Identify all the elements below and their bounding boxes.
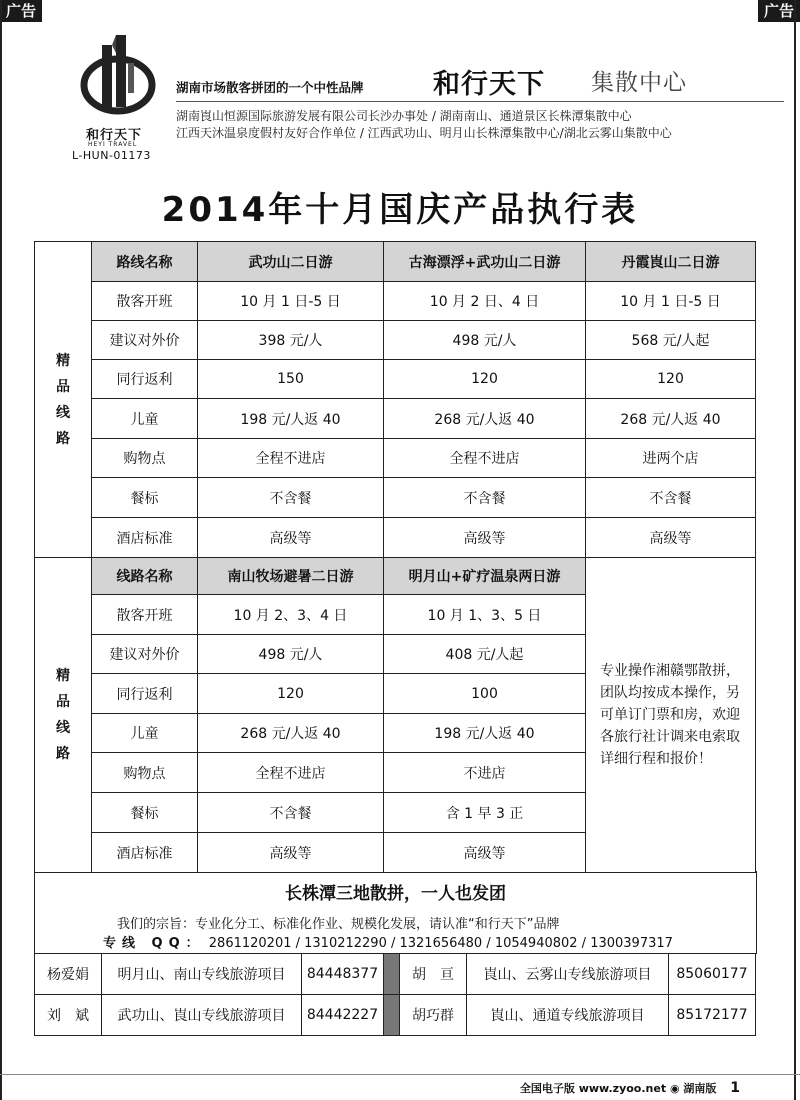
footer-box (34, 871, 757, 954)
table-cell: 高级等 (198, 833, 384, 873)
table-cell: 408 元/人起 (384, 635, 586, 674)
table-cell: 不含餐 (586, 478, 756, 518)
table-cell: 含 1 早 3 正 (384, 793, 586, 833)
row-label: 餐标 (92, 793, 198, 833)
table-cell: 高级等 (384, 518, 586, 558)
section-side-label: 精 品 线 路 (35, 558, 92, 873)
table-cell: 不含餐 (198, 793, 384, 833)
table-row (35, 478, 756, 518)
section-side-label: 精 品 线 路 (35, 242, 92, 558)
table-cell: 120 (198, 674, 384, 714)
row-label: 儿童 (92, 714, 198, 753)
table-row (35, 321, 756, 360)
table-cell: 10 月 2 日、4 日 (384, 282, 586, 321)
table-cell: 150 (198, 360, 384, 399)
table-cell: 高级等 (384, 833, 586, 873)
table-cell: 不含餐 (384, 478, 586, 518)
row-label: 儿童 (92, 399, 198, 439)
table-cell: 198 元/人返 40 (384, 714, 586, 753)
contact-phone: 84442227 (302, 995, 384, 1036)
logo-english: HEYI TRAVEL (88, 141, 138, 148)
table-row (35, 558, 756, 595)
row-label: 购物点 (92, 439, 198, 478)
table-cell: 120 (586, 360, 756, 399)
row-label: 建议对外价 (92, 635, 198, 674)
partners-line-2: 江西天沐温泉度假村友好合作单位 / 江西武功山、明月山长株潭集散中心/湖北云雾山集散中心 (176, 126, 672, 140)
qq-label: 专线 QQ： (103, 936, 205, 951)
contact-divider (384, 995, 400, 1036)
table-cell: 高级等 (198, 518, 384, 558)
table-cell: 120 (384, 360, 586, 399)
table-cell: 498 元/人 (384, 321, 586, 360)
row-label: 购物点 (92, 753, 198, 793)
contact-phone: 85172177 (669, 995, 756, 1036)
contact-phone: 85060177 (669, 954, 756, 995)
company-purpose: 我们的宗旨：专业化分工、标准化作业、规模化发展，请认准“和行天下”品牌 (117, 917, 560, 932)
page-footer (520, 1080, 740, 1096)
table-cell: 10 月 1 日-5 日 (198, 282, 384, 321)
table-cell: 全程不进店 (198, 753, 384, 793)
source-site: 全国电子版 www.zyoo.net (519, 1082, 667, 1095)
left-border (0, 0, 2, 1100)
route-name: 古海漂浮+武功山二日游 (384, 242, 586, 282)
table-cell: 10 月 1、3、5 日 (384, 595, 586, 635)
bottom-divider (0, 1074, 800, 1075)
row-label: 酒店标准 (92, 518, 198, 558)
header-divider (176, 101, 784, 102)
contact-name: 杨爱娟 (35, 954, 102, 995)
table-cell: 398 元/人 (198, 321, 384, 360)
table-row (35, 242, 756, 282)
contact-phone: 84448377 (302, 954, 384, 995)
page-title: 2014年十月国庆产品执行表 (161, 190, 639, 230)
ad-label-right: 广告 (758, 0, 800, 22)
contact-project: 武功山、崀山专线旅游项目 (102, 995, 302, 1036)
company-logo-icon (78, 33, 158, 123)
header-cell: 路线名称 (92, 242, 198, 282)
table-cell: 进两个店 (586, 439, 756, 478)
table-cell: 不含餐 (198, 478, 384, 518)
route-name: 武功山二日游 (198, 242, 384, 282)
row-label: 同行返利 (92, 674, 198, 714)
ad-label-left: 广告 (0, 0, 42, 22)
route-name: 明月山+矿疗温泉两日游 (384, 558, 586, 595)
table-cell: 268 元/人返 40 (384, 399, 586, 439)
table-row (35, 360, 756, 399)
row-label: 散客开班 (92, 595, 198, 635)
contact-divider (384, 954, 400, 995)
table-row (35, 518, 756, 558)
brand-name: 和行天下 (433, 69, 545, 100)
contact-project: 崀山、云雾山专线旅游项目 (467, 954, 669, 995)
page-number: 1 (730, 1080, 740, 1096)
contact-row (35, 995, 756, 1036)
table-cell: 100 (384, 674, 586, 714)
contact-name: 刘 斌 (35, 995, 102, 1036)
table-cell: 198 元/人返 40 (198, 399, 384, 439)
header-cell: 线路名称 (92, 558, 198, 595)
route-name: 丹霞崀山二日游 (586, 242, 756, 282)
center-name: 集散中心 (591, 70, 687, 96)
row-label: 建议对外价 (92, 321, 198, 360)
contact-project: 崀山、通道专线旅游项目 (467, 995, 669, 1036)
table-cell: 全程不进店 (198, 439, 384, 478)
qq-numbers: 2861120201 / 1310212290 / 1321656480 / 1054940802 / 1300397317 (208, 936, 673, 951)
partners-line-1: 湖南崀山恒源国际旅游发展有限公司长沙办事处 / 湖南南山、通道景区长株潭集散中心 (176, 109, 632, 123)
row-label: 酒店标准 (92, 833, 198, 873)
table-row (35, 439, 756, 478)
row-label: 散客开班 (92, 282, 198, 321)
contact-name: 胡 亘 (400, 954, 467, 995)
operations-note: 专业操作湘赣鄂散拼，团队均按成本操作，另可单订门票和房，欢迎各旅行社计调来电索取详细行程和报价！ (586, 558, 756, 873)
row-label: 餐标 (92, 478, 198, 518)
contact-row (35, 954, 756, 995)
table-cell: 不进店 (384, 753, 586, 793)
tagline: 长株潭三地散拼，一人也发团 (285, 884, 506, 904)
table-row (35, 282, 756, 321)
table-cell: 498 元/人 (198, 635, 384, 674)
table-cell: 10 月 2、3、4 日 (198, 595, 384, 635)
table-cell: 全程不进店 (384, 439, 586, 478)
table-cell: 268 元/人返 40 (198, 714, 384, 753)
slogan: 湖南市场散客拼团的一个中性品牌 (176, 80, 364, 95)
table-cell: 高级等 (586, 518, 756, 558)
table-cell: 10 月 1 日-5 日 (586, 282, 756, 321)
globe-icon: ◉ (669, 1082, 680, 1095)
contact-project: 明月山、南山专线旅游项目 (102, 954, 302, 995)
right-border (794, 0, 796, 1100)
contacts-table (34, 953, 756, 1036)
table-row (35, 399, 756, 439)
contact-name: 胡巧群 (400, 995, 467, 1036)
table-cell: 568 元/人起 (586, 321, 756, 360)
row-label: 同行返利 (92, 360, 198, 399)
edition: 湖南版 (683, 1082, 717, 1095)
logo-name: 和行天下 (86, 128, 143, 143)
table-cell: 268 元/人返 40 (586, 399, 756, 439)
route-name: 南山牧场避暑二日游 (198, 558, 384, 595)
product-table (34, 241, 756, 873)
qq-line (103, 932, 673, 951)
license-number: L-HUN-01173 (72, 149, 151, 162)
